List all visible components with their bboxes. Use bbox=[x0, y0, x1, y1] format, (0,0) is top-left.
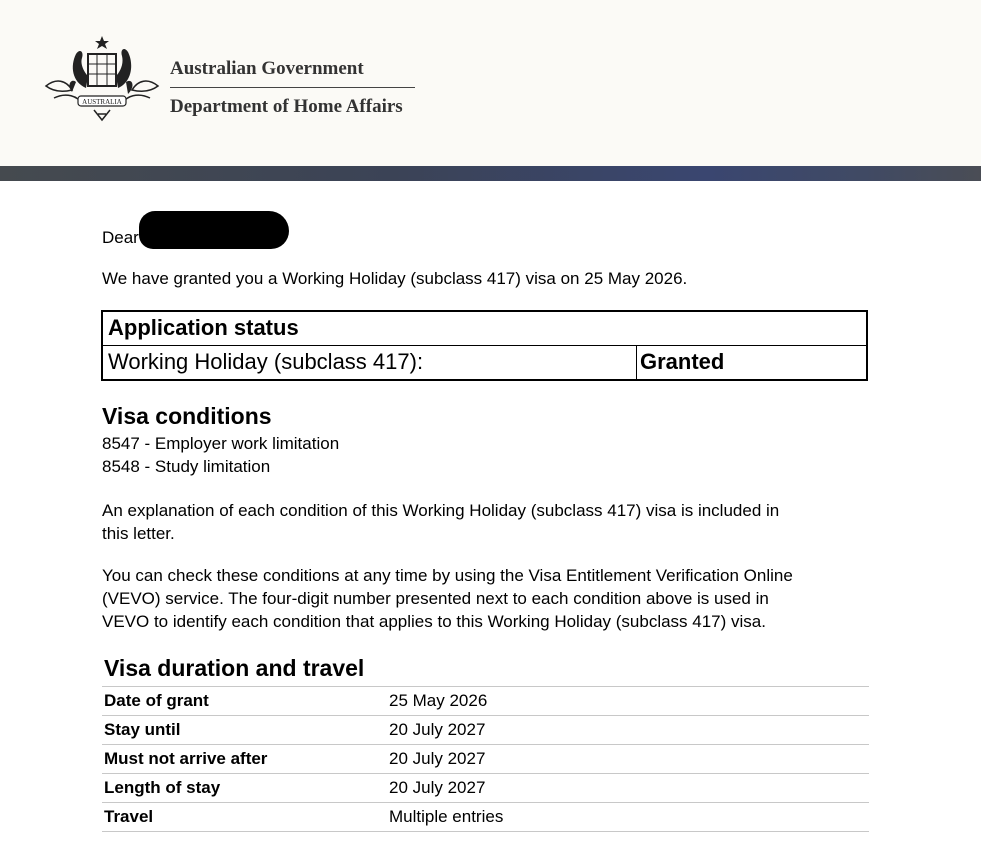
header-banner bbox=[0, 166, 981, 181]
status-divider bbox=[103, 345, 866, 346]
row-label: Date of grant bbox=[104, 691, 209, 710]
visa-duration-table bbox=[102, 686, 869, 832]
table-row bbox=[102, 686, 869, 715]
svg-text:AUSTRALIA: AUSTRALIA bbox=[82, 98, 122, 106]
row-value: 25 May 2026 bbox=[389, 691, 488, 710]
row-value: 20 July 2027 bbox=[389, 720, 486, 739]
row-label: Stay until bbox=[104, 720, 181, 739]
visa-duration-heading: Visa duration and travel bbox=[104, 655, 365, 681]
letterhead bbox=[0, 0, 981, 166]
status-value: Granted bbox=[640, 349, 725, 374]
visa-conditions-heading: Visa conditions bbox=[102, 403, 272, 429]
table-row bbox=[102, 773, 869, 802]
agency-name: Australian Government bbox=[170, 58, 364, 79]
application-status-title: Application status bbox=[108, 315, 299, 340]
row-label: Travel bbox=[104, 807, 154, 826]
condition-item: 8547 - Employer work limitation bbox=[102, 434, 340, 453]
row-label: Must not arrive after bbox=[104, 749, 268, 768]
table-row bbox=[102, 744, 869, 773]
vevo-text: You can check these conditions at any time by using the Visa Entitlement Verification Online bbox=[102, 566, 793, 585]
explanation-text: this letter. bbox=[102, 524, 175, 543]
row-label: Length of stay bbox=[104, 778, 221, 797]
table-row bbox=[102, 802, 869, 832]
condition-item: 8548 - Study limitation bbox=[102, 457, 271, 476]
visa-type-label: Working Holiday (subclass 417): bbox=[108, 349, 424, 374]
vevo-text: (VEVO) service. The four-digit number presented next to each condition above is used in bbox=[102, 589, 769, 608]
grant-sentence: We have granted you a Working Holiday (subclass 417) visa on 25 May 2026. bbox=[102, 269, 688, 288]
coat-of-arms-logo bbox=[42, 34, 162, 122]
salutation: Dear bbox=[102, 228, 139, 247]
status-column-divider bbox=[636, 345, 637, 379]
header-divider bbox=[170, 87, 415, 88]
explanation-text: An explanation of each condition of this Working Holiday (subclass 417) visa is included in bbox=[102, 501, 780, 520]
row-value: 20 July 2027 bbox=[389, 749, 486, 768]
application-status-box bbox=[101, 310, 868, 381]
department-name: Department of Home Affairs bbox=[170, 96, 403, 117]
table-row bbox=[102, 715, 869, 744]
row-value: 20 July 2027 bbox=[389, 778, 486, 797]
vevo-text: VEVO to identify each condition that applies to this Working Holiday (subclass 417) visa. bbox=[102, 612, 766, 631]
row-value: Multiple entries bbox=[389, 807, 504, 826]
redacted-name bbox=[139, 211, 289, 249]
